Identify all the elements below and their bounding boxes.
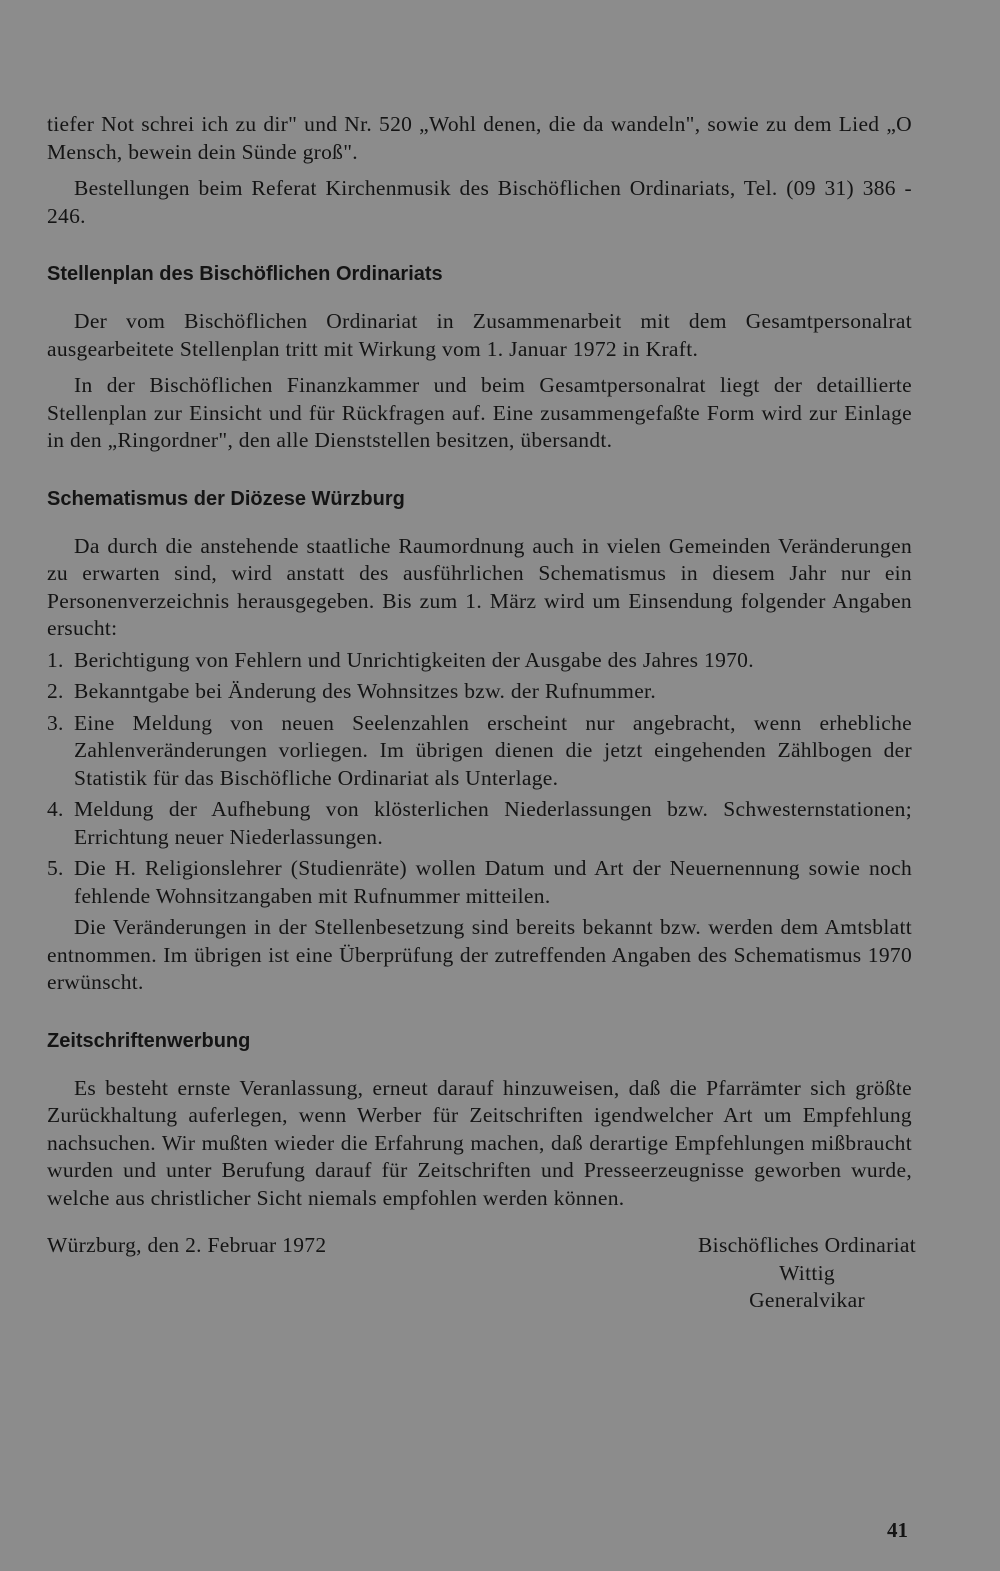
list-item-text: Meldung der Aufhebung von klösterlichen Niederlassungen bzw. Schwesternstationen; Errichtung neuer Niederlassungen. (74, 797, 912, 849)
page-number: 41 (887, 1518, 908, 1542)
signature-name: Wittig (779, 1260, 835, 1285)
list-item-number: 4. (47, 797, 64, 821)
list-item-number: 2. (47, 679, 64, 703)
signature-block (698, 1232, 916, 1315)
list-item (47, 678, 912, 706)
place-date: Würzburg, den 2. Februar 1972 (47, 1233, 327, 1257)
list-item (47, 647, 912, 675)
list-item (47, 855, 912, 910)
list-item-number: 1. (47, 647, 64, 672)
schematismus-list (47, 647, 912, 911)
list-item-text: Die H. Religionslehrer (Studienräte) wollen Datum und Art der Neuernennung sowie noch fehlende Wohnsitzangaben mit Rufnummer mitteilen. (74, 856, 912, 908)
intro-paragraph-1: tiefer Not schrei ich zu dir" und Nr. 520 „Wohl denen, die da wandeln", sowie zu dem Lied „O Mensch, bewein dein Sünde groß". (47, 112, 912, 164)
signoff (47, 1232, 916, 1315)
list-item (47, 796, 912, 851)
list-item-text: Eine Meldung von neuen Seelenzahlen erscheint nur angebracht, wenn erhebliche Zahlenveränderungen vorliegen. Im übrigen dienen die jetzt eingehenden Zählbogen der Statistik für das Bischöfliche Ordinariat als Unterlage. (74, 710, 912, 790)
zeitschriftenwerbung-paragraph: Es besteht ernste Veranlassung, erneut darauf hinzuweisen, daß die Pfarrämter sich größte Zurückhaltung auferlegen, wenn Werber für Zeitschriften igendwelcher Art um Empfehlung nachsuchen. Wir mußten wieder die Erfahrung machen, daß derartige Empfehlungen mißbraucht wurden und unter Berufung darauf für Zeitschriften und Presseerzeugnisse geworben wurde, welche aus christlicher Sicht niemals empfohlen werden können. (47, 1075, 912, 1210)
list-item-number: 5. (47, 856, 64, 880)
intro-paragraph-2: Bestellungen beim Referat Kirchenmusik des Bischöflichen Ordinariats, Tel. (09 31) 386 - 246. (47, 176, 912, 228)
schematismus-paragraph-2: Die Veränderungen in der Stellenbesetzung sind bereits bekannt bzw. werden dem Amtsblatt entnommen. Im übrigen ist eine Überprüfung der zutreffenden Angaben des Schematismus 1970 erwünscht. (47, 915, 912, 994)
signature-org: Bischöfliches Ordinariat (698, 1233, 916, 1257)
list-item-number: 3. (47, 710, 64, 735)
list-item-text: Berichtigung von Fehlern und Unrichtigkeiten der Ausgabe des Jahres 1970. (74, 647, 754, 672)
stellenplan-paragraph-2: In der Bischöflichen Finanzkammer und beim Gesamtpersonalrat liegt der detaillierte Stellenplan zur Einsicht und für Rückfragen auf. Eine zusammengefaßte Form wird zur Einlage in den „Ringordner", den alle Dienststellen besitzen, übersandt. (47, 373, 912, 452)
list-item-text: Bekanntgabe bei Änderung des Wohnsitzes bzw. der Rufnummer. (74, 679, 657, 703)
schematismus-paragraph-1: Da durch die anstehende staatliche Raumordnung auch in vielen Gemeinden Veränderungen zu erwarten sind, wird anstatt des ausführlichen Schematismus in diesem Jahr nur ein Personenverzeichnis herausgegeben. Bis zum 1. März wird um Einsendung folgender Angaben ersucht: (47, 533, 912, 640)
stellenplan-paragraph-1: Der vom Bischöflichen Ordinariat in Zusammenarbeit mit dem Gesamtpersonalrat ausgearbeitete Stellenplan tritt mit Wirkung vom 1. Januar 1972 in Kraft. (47, 309, 912, 361)
list-item (47, 710, 912, 793)
section-heading-stellenplan: Stellenplan des Bischöflichen Ordinariats (47, 263, 443, 285)
signature-title: Generalvikar (749, 1288, 865, 1312)
section-heading-schematismus: Schematismus der Diözese Würzburg (47, 487, 405, 510)
section-heading-zeitschriftenwerbung: Zeitschriftenwerbung (47, 1029, 251, 1052)
